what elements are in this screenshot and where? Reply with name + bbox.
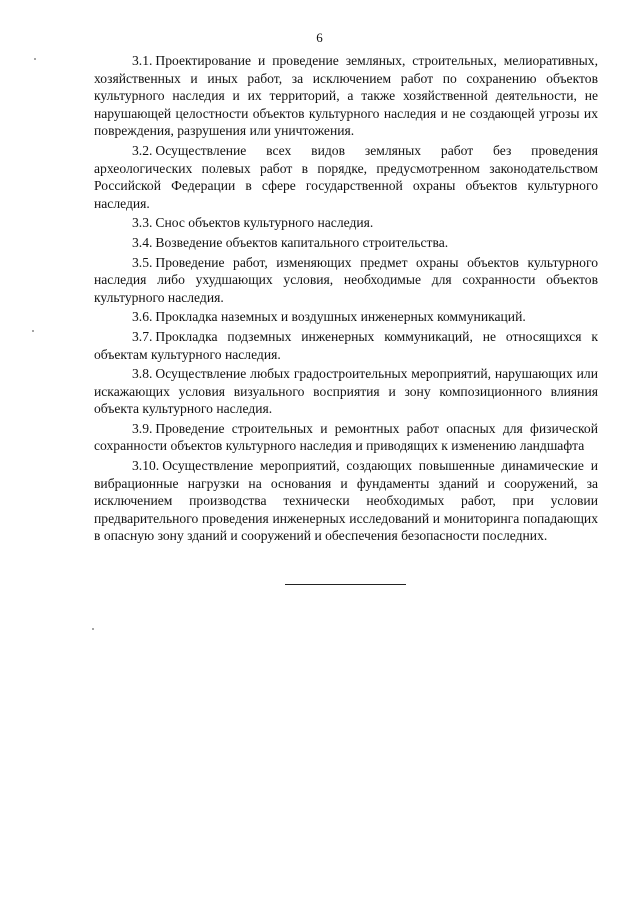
list-item (94, 234, 598, 252)
item-number: 3.6. (132, 309, 153, 325)
item-text: Осуществление всех видов земляных работ без проведения археологических полевых работ в порядке, предусмотренном законодательством Российской Федерации в сфере государственной охраны объектов культурного наследия. (94, 142, 598, 211)
end-of-text-rule (285, 584, 406, 585)
page-number: 6 (316, 30, 323, 45)
item-number: 3.5. (132, 254, 153, 270)
item-number: 3.9. (132, 420, 153, 436)
item-text: Осуществление любых градостроительных мероприятий, нарушающих или искажающих условия визуального восприятия и зону композиционного влияния объекта культурного наследия. (94, 366, 598, 417)
scan-speck (32, 330, 34, 332)
list-item (94, 457, 598, 545)
item-text: Прокладка наземных и воздушных инженерных коммуникаций. (155, 309, 526, 325)
scan-speck (34, 58, 36, 60)
scan-speck (92, 628, 94, 630)
restrictions-list (94, 52, 598, 545)
item-number: 3.2. (132, 142, 153, 158)
item-text: Снос объектов культурного наследия. (155, 215, 374, 231)
item-text: Проектирование и проведение земляных, строительных, мелиоративных, хозяйственных и иных работ, за исключением работ по сохранению объектов культурного наследия и их территорий, а также хозяйственной деятельности, не нарушающей целостности объектов культурного наследия и не создающей угрозы их повреждения, разрушения или уничтожения. (94, 53, 598, 139)
item-text: Проведение работ, изменяющих предмет охраны объектов культурного наследия либо ухудшающих условия, необходимые для сохранности объектов культурного наследия. (94, 254, 598, 305)
item-number: 3.4. (132, 234, 153, 250)
item-text: Осуществление мероприятий, создающих повышенные динамические и вибрационные нагрузки на основания и фундаменты зданий и сооружений, за исключением производства технически необходимых работ, при условии предварительного проведения инженерных исследований и мониторинга попадающих в опасную зону зданий и сооружений и обеспечения безопасности последних. (94, 458, 598, 544)
list-item (94, 254, 598, 307)
list-item (94, 214, 598, 232)
item-text: Проведение строительных и ремонтных работ опасных для физической сохранности объектов культурного наследия и приводящих к изменению ландшафта (94, 420, 598, 454)
list-item (94, 308, 598, 326)
list-item (94, 328, 598, 363)
item-text: Возведение объектов капитального строительства. (155, 234, 449, 250)
item-number: 3.10. (132, 458, 160, 474)
list-item (94, 420, 598, 455)
list-item (94, 52, 598, 140)
item-number: 3.1. (132, 53, 153, 68)
list-item (94, 142, 598, 212)
item-number: 3.8. (132, 366, 153, 382)
item-text: Прокладка подземных инженерных коммуникаций, не относящихся к объектам культурного наследия. (94, 328, 598, 362)
list-item (94, 365, 598, 418)
item-number: 3.7. (132, 328, 153, 344)
item-number: 3.3. (132, 215, 153, 231)
